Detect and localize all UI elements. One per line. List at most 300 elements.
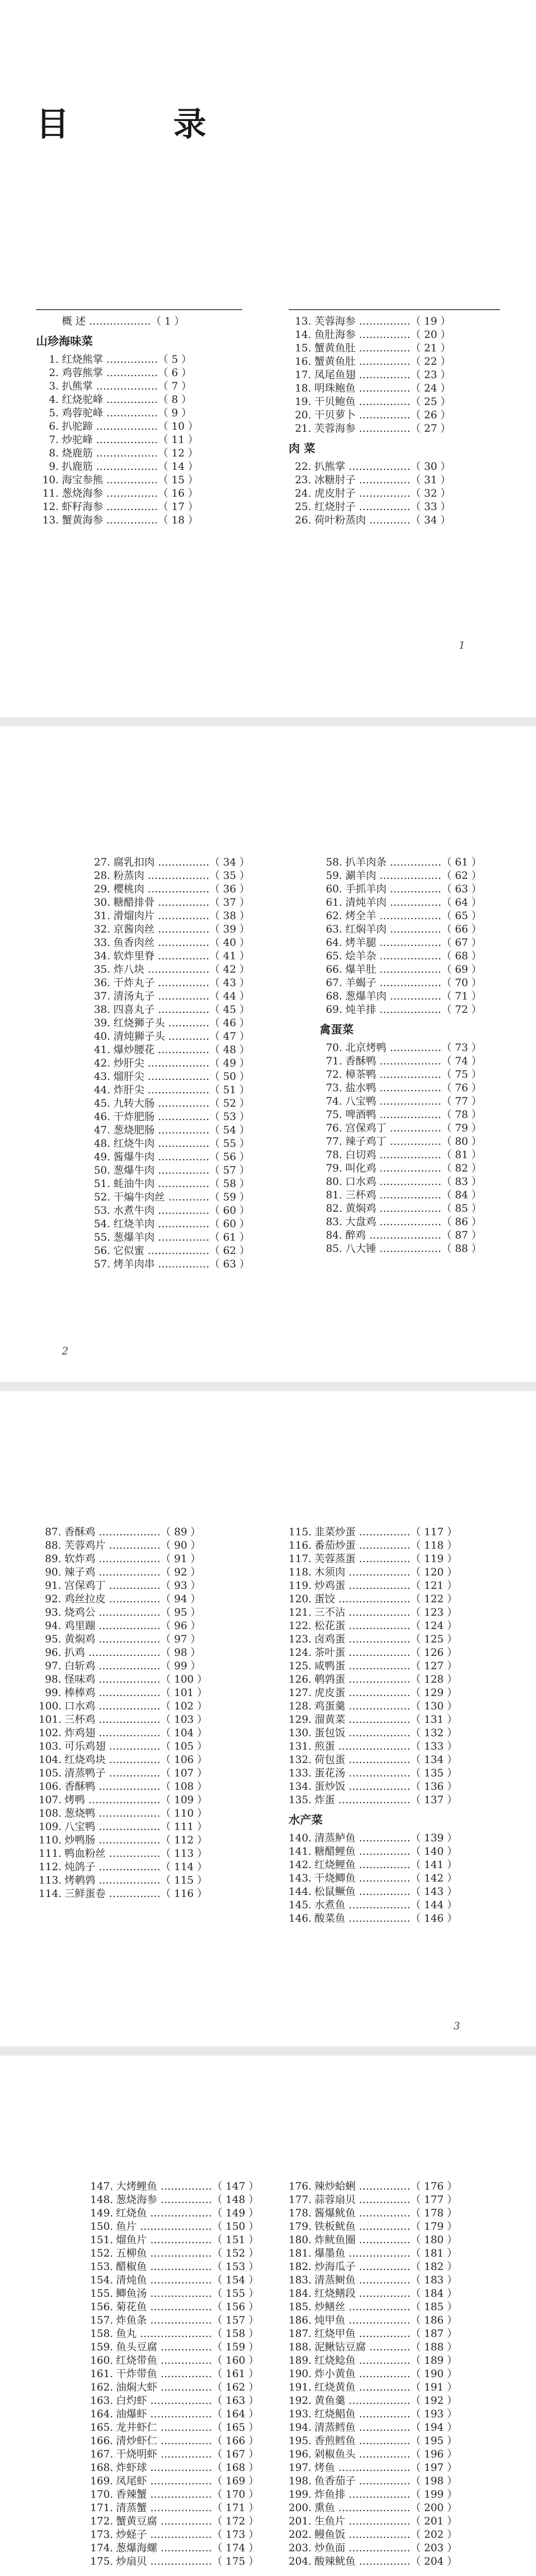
entry-text: 红烧黄鱼 ……………（ 191 ） bbox=[314, 2381, 458, 2393]
entry-number: 158. bbox=[90, 2327, 113, 2340]
page-title: 目 录 bbox=[36, 105, 253, 144]
entry-number: 134. bbox=[289, 1780, 312, 1792]
entry-number: 44. bbox=[94, 1083, 110, 1096]
toc-entry bbox=[289, 473, 505, 486]
entry-number: 69. bbox=[326, 1003, 342, 1015]
toc-entry bbox=[90, 2487, 307, 2501]
entry-text: 蛋花汤 ………………（ 135 ） bbox=[314, 1767, 458, 1779]
entry-text: 口水鸡 ………………（ 102 ） bbox=[64, 1700, 208, 1712]
toc-entry bbox=[289, 1871, 505, 1885]
entry-text: 熏鱼 …………………（ 200 ） bbox=[314, 2501, 458, 2514]
entry-text: 鸡蓉熊掌 ……………（ 6 ） bbox=[62, 366, 192, 379]
entry-number: 46. bbox=[94, 1110, 110, 1123]
entry-text: 北京烤鸭 ……………（ 73 ） bbox=[345, 1041, 482, 1054]
toc-entry bbox=[289, 513, 505, 527]
toc-entry bbox=[289, 1646, 505, 1659]
entry-number: 80. bbox=[326, 1175, 342, 1188]
entry-number: 110. bbox=[39, 1834, 62, 1846]
entry-text: 扒鹿筋 ………………（ 14 ） bbox=[62, 460, 198, 472]
entry-text: 炖鸽子 ………………（ 114 ） bbox=[64, 1860, 208, 1873]
entry-number: 58. bbox=[326, 856, 342, 868]
entry-number: 100. bbox=[39, 1700, 62, 1712]
toc-entry bbox=[289, 1605, 505, 1619]
entry-text: 香酥鸭 ………………（ 108 ） bbox=[64, 1780, 208, 1792]
toc-entry bbox=[88, 976, 294, 989]
toc-entry bbox=[90, 2407, 307, 2420]
toc-entry bbox=[88, 1083, 294, 1096]
entry-number: 163. bbox=[90, 2394, 113, 2406]
toc-entry bbox=[39, 1579, 255, 1592]
entry-text: 明珠鲍鱼 ……………（ 24 ） bbox=[314, 382, 451, 394]
entry-text: 蟹黄豆腐 ……………（ 172 ） bbox=[116, 2515, 259, 2527]
entry-text: 三杯鸡 ………………（ 103 ） bbox=[64, 1713, 208, 1725]
entry-number: 144. bbox=[289, 1885, 312, 1897]
toc-entry bbox=[88, 922, 294, 936]
entry-text: 九转大肠 ……………（ 52 ） bbox=[113, 1097, 250, 1109]
entry-number: 47. bbox=[94, 1124, 110, 1136]
toc-entry bbox=[36, 314, 253, 328]
toc-entry bbox=[36, 513, 253, 527]
toc-entry bbox=[289, 2394, 505, 2407]
entry-text: 干煸牛肉丝 …………（ 59 ） bbox=[113, 1191, 250, 1203]
entry-number: 161. bbox=[90, 2367, 113, 2380]
toc-entry bbox=[320, 1094, 526, 1108]
entry-text: 叫化鸡 ………………（ 82 ） bbox=[345, 1162, 482, 1174]
entry-text: 红烧带鱼 ……………（ 160 ） bbox=[116, 2354, 259, 2366]
entry-text: 溜黄菜 ………………（ 131 ） bbox=[314, 1713, 458, 1725]
entry-number: 54. bbox=[94, 1217, 110, 1230]
entry-number: 61. bbox=[326, 896, 342, 908]
toc-entry bbox=[39, 1887, 255, 1900]
column-rule-right bbox=[289, 309, 500, 310]
entry-number: 201. bbox=[289, 2515, 312, 2527]
entry-number: 154. bbox=[90, 2274, 113, 2286]
entry-text: 龙井虾仁 ……………（ 165 ） bbox=[116, 2421, 259, 2433]
entry-number: 184. bbox=[289, 2287, 312, 2299]
entry-number: 174. bbox=[90, 2541, 113, 2554]
toc-column-right bbox=[320, 855, 526, 1255]
entry-number: 92. bbox=[45, 1592, 61, 1605]
entry-text: 烤羊腿 ………………（ 67 ） bbox=[345, 936, 482, 948]
entry-text: 菊花鱼 ………………（ 156 ） bbox=[116, 2300, 259, 2313]
entry-text: 咸鸭蛋 ………………（ 127 ） bbox=[314, 1659, 458, 1672]
toc-entry bbox=[90, 2353, 307, 2367]
entry-text: 蟹黄鱼肚 ……………（ 21 ） bbox=[314, 342, 451, 354]
entry-text: 红烧鲤鱼 ……………（ 141 ） bbox=[314, 1858, 458, 1871]
entry-number: 104. bbox=[39, 1753, 62, 1766]
entry-text: 炸鱼条 ………………（ 157 ） bbox=[116, 2314, 259, 2326]
entry-number: 177. bbox=[289, 2193, 312, 2206]
toc-entry bbox=[39, 1646, 255, 1659]
entry-text: 蛋饺 …………………（ 122 ） bbox=[314, 1592, 458, 1605]
toc-entry bbox=[289, 1686, 505, 1699]
toc-entry bbox=[88, 1110, 294, 1123]
toc-entry bbox=[289, 328, 505, 341]
entry-number: 55. bbox=[94, 1231, 110, 1243]
entry-text: 凤尾虾 ………………（ 169 ） bbox=[116, 2475, 259, 2487]
entry-text: 虾籽海参 ……………（ 17 ） bbox=[62, 500, 198, 513]
entry-number: 21. bbox=[295, 422, 311, 434]
entry-number: 68. bbox=[326, 990, 342, 1002]
entry-number: 7. bbox=[48, 433, 59, 446]
entry-number: 156. bbox=[90, 2300, 113, 2313]
entry-text: 红烧鲶鱼 ……………（ 189 ） bbox=[314, 2354, 458, 2366]
entry-text: 剁椒鱼头 ……………（ 196 ） bbox=[314, 2448, 458, 2460]
toc-entry bbox=[320, 909, 526, 922]
entry-text: 卤鸡蛋 ………………（ 125 ） bbox=[314, 1633, 458, 1645]
toc-entry bbox=[320, 989, 526, 1003]
entry-number: 135. bbox=[289, 1793, 312, 1806]
toc-entry bbox=[90, 2461, 307, 2474]
toc-entry bbox=[289, 2367, 505, 2380]
toc-entry bbox=[289, 314, 505, 328]
toc-entry bbox=[39, 1525, 255, 1538]
entry-number: 192. bbox=[289, 2394, 312, 2406]
toc-entry bbox=[320, 1148, 526, 1161]
toc-entry bbox=[90, 2219, 307, 2233]
entry-number: 162. bbox=[90, 2381, 113, 2393]
entry-text: 清蒸鲈鱼 ……………（ 139 ） bbox=[314, 1832, 458, 1844]
entry-text: 三不沾 ………………（ 123 ） bbox=[314, 1606, 458, 1618]
toc-entry bbox=[88, 1070, 294, 1083]
toc-entry bbox=[320, 1201, 526, 1215]
entry-number: 82. bbox=[326, 1202, 342, 1214]
entry-number: 70. bbox=[326, 1041, 342, 1054]
entry-text: 干炸肥肠 ……………（ 53 ） bbox=[113, 1110, 250, 1123]
entry-text: 扒羊肉条 ……………（ 61 ） bbox=[345, 856, 482, 868]
entry-number: 109. bbox=[39, 1820, 62, 1833]
toc-entry bbox=[88, 1244, 294, 1257]
entry-number: 50. bbox=[94, 1164, 110, 1176]
entry-text: 四喜丸子 ……………（ 45 ） bbox=[113, 1003, 250, 1015]
toc-column-left bbox=[36, 314, 253, 527]
entry-number: 143. bbox=[289, 1872, 312, 1884]
entry-text: 葱爆羊肉 ……………（ 61 ） bbox=[113, 1231, 250, 1243]
toc-entry bbox=[289, 354, 505, 368]
entry-number: 160. bbox=[90, 2354, 113, 2366]
entry-text: 烤全羊 ………………（ 65 ） bbox=[345, 909, 482, 922]
toc-entry bbox=[36, 419, 253, 433]
entry-text: 虎皮蛋 ………………（ 129 ） bbox=[314, 1686, 458, 1699]
entry-number: 75. bbox=[326, 1108, 342, 1121]
toc-entry bbox=[289, 2313, 505, 2327]
entry-number: 172. bbox=[90, 2515, 113, 2527]
entry-text: 白斩鸡 ………………（ 99 ） bbox=[64, 1659, 201, 1672]
entry-number: 76. bbox=[326, 1122, 342, 1134]
toc-entry bbox=[289, 1632, 505, 1646]
toc-entry bbox=[90, 2367, 307, 2380]
entry-text: 炸肝尖 ………………（ 51 ） bbox=[113, 1083, 250, 1096]
entry-number: 35. bbox=[94, 963, 110, 975]
entry-number: 37. bbox=[94, 990, 110, 1002]
entry-text: 炒驼峰 ………………（ 11 ） bbox=[62, 433, 198, 446]
entry-text: 樱桃肉 ………………（ 36 ） bbox=[113, 883, 250, 895]
toc-entry bbox=[289, 500, 505, 513]
toc-page-4 bbox=[0, 2056, 536, 2576]
entry-number: 77. bbox=[326, 1135, 342, 1147]
page-number: 3 bbox=[454, 2020, 460, 2032]
entry-text: 扒驼蹄 ………………（ 10 ） bbox=[62, 420, 198, 432]
toc-entry bbox=[36, 473, 253, 486]
toc-entry bbox=[289, 2514, 505, 2528]
toc-entry bbox=[289, 1726, 505, 1739]
toc-entry bbox=[88, 855, 294, 869]
entry-number: 189. bbox=[289, 2354, 312, 2366]
toc-entry bbox=[289, 341, 505, 354]
toc-entry bbox=[39, 1820, 255, 1833]
entry-text: 茶叶蛋 ………………（ 126 ） bbox=[314, 1646, 458, 1658]
toc-entry bbox=[39, 1766, 255, 1780]
entry-text: 红烧鱼 ………………（ 149 ） bbox=[116, 2207, 259, 2219]
entry-number: 153. bbox=[90, 2260, 113, 2273]
toc-entry bbox=[39, 1632, 255, 1646]
toc-entry bbox=[289, 2528, 505, 2541]
entry-text: 扒鸡 …………………（ 98 ） bbox=[64, 1646, 201, 1658]
entry-number: 183. bbox=[289, 2274, 312, 2286]
toc-entry bbox=[289, 2501, 505, 2514]
entry-text: 香煎鳕鱼 ……………（ 195 ） bbox=[314, 2434, 458, 2447]
entry-number: 120. bbox=[289, 1592, 312, 1605]
entry-text: 啤酒鸭 ………………（ 78 ） bbox=[345, 1108, 482, 1121]
entry-text: 爆羊肚 ………………（ 69 ） bbox=[345, 963, 482, 975]
entry-text: 生鱼片 ………………（ 201 ） bbox=[314, 2515, 458, 2527]
toc-entry bbox=[320, 1003, 526, 1016]
entry-text: 黄焖鸡 ………………（ 85 ） bbox=[345, 1202, 482, 1214]
toc-entry bbox=[36, 433, 253, 446]
entry-text: 木须肉 ………………（ 120 ） bbox=[314, 1566, 458, 1578]
toc-entry bbox=[289, 2474, 505, 2487]
entry-number: 18. bbox=[295, 382, 311, 394]
entry-number: 71. bbox=[326, 1055, 342, 1067]
entry-number: 142. bbox=[289, 1858, 312, 1871]
entry-text: 红烧狮子头 …………（ 46 ） bbox=[113, 1016, 250, 1029]
toc-entry bbox=[88, 1016, 294, 1029]
entry-text: 黄焖鸡 ………………（ 97 ） bbox=[64, 1633, 201, 1645]
entry-number: 83. bbox=[326, 1215, 342, 1228]
entry-text: 烤鸭 …………………（ 109 ） bbox=[64, 1793, 208, 1806]
toc-entry bbox=[289, 1753, 505, 1766]
toc-entry bbox=[88, 882, 294, 895]
entry-number: 60. bbox=[326, 883, 342, 895]
entry-number: 126. bbox=[289, 1673, 312, 1685]
toc-entry bbox=[289, 381, 505, 395]
toc-entry bbox=[90, 2313, 307, 2327]
entry-number: 195. bbox=[289, 2434, 312, 2447]
toc-entry bbox=[320, 1067, 526, 1081]
entry-number: 191. bbox=[289, 2381, 312, 2393]
toc-entry bbox=[320, 1081, 526, 1094]
entry-text: 京酱肉丝 ……………（ 39 ） bbox=[113, 923, 250, 935]
entry-number: 6. bbox=[48, 420, 59, 432]
toc-entry bbox=[39, 1833, 255, 1846]
entry-number: 33. bbox=[94, 936, 110, 948]
entry-text: 烤羊肉串 ……………（ 63 ） bbox=[113, 1258, 250, 1270]
entry-text: 炸鸡翅 ………………（ 104 ） bbox=[64, 1726, 208, 1739]
toc-entry bbox=[289, 1844, 505, 1858]
toc-entry bbox=[88, 989, 294, 1003]
entry-number: 167. bbox=[90, 2448, 113, 2460]
toc-entry bbox=[289, 1538, 505, 1552]
toc-entry bbox=[39, 1739, 255, 1753]
toc-entry bbox=[90, 2554, 307, 2568]
entry-text: 酱爆鱿鱼 ……………（ 178 ） bbox=[314, 2207, 458, 2219]
entry-number: 115. bbox=[289, 1526, 312, 1538]
entry-text: 八宝鸭 ………………（ 77 ） bbox=[345, 1095, 482, 1107]
entry-number: 89. bbox=[45, 1552, 61, 1565]
entry-text: 炒扇贝 ………………（ 175 ） bbox=[116, 2555, 259, 2567]
toc-entry bbox=[88, 1177, 294, 1190]
entry-number: 112. bbox=[39, 1860, 62, 1873]
toc-entry bbox=[289, 1898, 505, 1911]
entry-number: 105. bbox=[39, 1767, 62, 1779]
entry-number: 125. bbox=[289, 1659, 312, 1672]
entry-text: 宫保鸡丁 ……………（ 93 ） bbox=[64, 1579, 201, 1591]
entry-text: 红烧肘子 ……………（ 33 ） bbox=[314, 500, 451, 513]
toc-entry bbox=[320, 895, 526, 909]
toc-entry bbox=[320, 949, 526, 962]
entry-number: 132. bbox=[289, 1753, 312, 1766]
toc-entry bbox=[88, 909, 294, 922]
toc-entry bbox=[289, 2407, 505, 2420]
toc-entry bbox=[320, 1134, 526, 1148]
entry-text: 清蒸蟹 ………………（ 171 ） bbox=[116, 2501, 259, 2514]
entry-text: 扒熊掌 ………………（ 7 ） bbox=[62, 380, 192, 392]
entry-number: 56. bbox=[94, 1244, 110, 1257]
entry-text: 鱼香肉丝 ……………（ 40 ） bbox=[113, 936, 250, 948]
toc-entry bbox=[289, 368, 505, 381]
entry-text: 大烤鲤鱼 ……………（ 147 ） bbox=[116, 2180, 259, 2192]
toc-entry bbox=[289, 421, 505, 435]
toc-entry bbox=[289, 2554, 505, 2568]
entry-number: 127. bbox=[289, 1686, 312, 1699]
entry-number: 200. bbox=[289, 2501, 312, 2514]
toc-entry bbox=[320, 1242, 526, 1255]
entry-text: 烧鹿筋 ………………（ 12 ） bbox=[62, 447, 198, 459]
toc-entry bbox=[39, 1753, 255, 1766]
entry-number: 85. bbox=[326, 1242, 342, 1255]
toc-entry bbox=[90, 2380, 307, 2394]
toc-entry bbox=[39, 1713, 255, 1726]
toc-entry bbox=[90, 2206, 307, 2219]
entry-number: 111. bbox=[39, 1847, 62, 1859]
entry-number: 91. bbox=[45, 1579, 61, 1591]
entry-text: 铁板鱿鱼 ……………（ 179 ） bbox=[314, 2220, 458, 2232]
entry-number: 171. bbox=[90, 2501, 113, 2514]
entry-text: 辣子鸡丁 ……………（ 80 ） bbox=[345, 1135, 482, 1147]
toc-entry bbox=[289, 1885, 505, 1898]
entry-text: 鱼肚海参 ……………（ 20 ） bbox=[314, 328, 451, 341]
entry-text: 炒海瓜子 ……………（ 182 ） bbox=[314, 2260, 458, 2273]
toc-entry bbox=[88, 1204, 294, 1217]
entry-text: 蛋炒饭 ………………（ 136 ） bbox=[314, 1780, 458, 1792]
toc-entry bbox=[88, 949, 294, 962]
entry-number: 148. bbox=[90, 2193, 113, 2206]
entry-text: 葱爆海螺 ……………（ 174 ） bbox=[116, 2541, 259, 2554]
toc-entry bbox=[36, 460, 253, 473]
entry-text: 熘鱼片 ………………（ 151 ） bbox=[116, 2233, 259, 2246]
toc-column-right bbox=[289, 2179, 505, 2568]
toc-entry bbox=[90, 2273, 307, 2286]
entry-text: 葱爆牛肉 ……………（ 57 ） bbox=[113, 1164, 250, 1176]
toc-entry bbox=[320, 1041, 526, 1054]
entry-text: 油焖大虾 ……………（ 162 ） bbox=[116, 2381, 259, 2393]
toc-entry bbox=[88, 1003, 294, 1016]
entry-number: 188. bbox=[289, 2341, 312, 2353]
entry-text: 干炸带鱼 ……………（ 161 ） bbox=[116, 2367, 259, 2380]
toc-column-left bbox=[39, 1525, 255, 1900]
entry-text: 白灼虾 ………………（ 163 ） bbox=[116, 2394, 259, 2406]
entry-number: 24. bbox=[295, 487, 311, 499]
toc-entry bbox=[39, 1552, 255, 1565]
entry-number: 113. bbox=[39, 1874, 62, 1886]
toc-entry bbox=[289, 1911, 505, 1925]
toc-entry bbox=[88, 1029, 294, 1043]
toc-entry bbox=[90, 2447, 307, 2461]
entry-text: 红烧甲鱼 ……………（ 187 ） bbox=[314, 2327, 458, 2340]
toc-entry bbox=[289, 2300, 505, 2313]
entry-number: 152. bbox=[90, 2247, 113, 2259]
entry-number: 79. bbox=[326, 1162, 342, 1174]
entry-text: 鲫鱼汤 ………………（ 155 ） bbox=[116, 2287, 259, 2299]
entry-text: 海宝参熊 ……………（ 15 ） bbox=[62, 473, 198, 486]
entry-number: 49. bbox=[94, 1150, 110, 1163]
toc-entry bbox=[88, 936, 294, 949]
entry-number: 1. bbox=[48, 353, 59, 365]
toc-entry bbox=[88, 1230, 294, 1244]
entry-text: 红烧鳝段 ……………（ 184 ） bbox=[314, 2287, 458, 2299]
entry-number: 129. bbox=[289, 1713, 312, 1725]
toc-entry bbox=[39, 1806, 255, 1820]
toc-entry bbox=[90, 2286, 307, 2300]
toc-entry bbox=[39, 1565, 255, 1579]
entry-number: 108. bbox=[39, 1807, 62, 1819]
entry-text: 芙蓉鸡片 ……………（ 90 ） bbox=[64, 1539, 201, 1551]
toc-entry bbox=[90, 2434, 307, 2447]
entry-text: 辣子鸡 ………………（ 92 ） bbox=[64, 1566, 201, 1578]
entry-number: 130. bbox=[289, 1726, 312, 1739]
toc-entry bbox=[39, 1780, 255, 1793]
entry-number: 28. bbox=[94, 869, 110, 882]
toc-entry bbox=[39, 1672, 255, 1686]
entry-number: 96. bbox=[45, 1646, 61, 1658]
entry-text: 软炸鸡 ………………（ 91 ） bbox=[64, 1552, 201, 1565]
entry-number: 90. bbox=[45, 1566, 61, 1578]
entry-text: 鹌鹑蛋 ………………（ 128 ） bbox=[314, 1673, 458, 1685]
entry-text: 鱼丸 …………………（ 158 ） bbox=[116, 2327, 259, 2340]
entry-text: 番茄炒蛋 ……………（ 118 ） bbox=[314, 1539, 458, 1551]
toc-entry bbox=[39, 1592, 255, 1605]
entry-number: 4. bbox=[48, 393, 59, 405]
column-rule-left bbox=[36, 309, 242, 310]
entry-number: 186. bbox=[289, 2314, 312, 2326]
section-heading: 山珍海味菜 bbox=[36, 335, 93, 348]
entry-text: 荷包蛋 ………………（ 134 ） bbox=[314, 1753, 458, 1766]
entry-number: 45. bbox=[94, 1097, 110, 1109]
toc-entry bbox=[90, 2420, 307, 2434]
entry-number: 84. bbox=[326, 1229, 342, 1241]
toc-entry bbox=[90, 2394, 307, 2407]
entry-number: 43. bbox=[94, 1070, 110, 1082]
page-separator bbox=[0, 717, 536, 726]
toc-entry bbox=[39, 1726, 255, 1739]
entry-text: 鸡里蹦 ………………（ 96 ） bbox=[64, 1619, 201, 1632]
entry-number: 128. bbox=[289, 1700, 312, 1712]
entry-text: 黄鱼羹 ………………（ 192 ） bbox=[314, 2394, 458, 2406]
toc-entry bbox=[320, 1188, 526, 1201]
entry-number: 114. bbox=[39, 1887, 62, 1900]
entry-number: 147. bbox=[90, 2180, 113, 2192]
entry-number: 121. bbox=[289, 1606, 312, 1618]
